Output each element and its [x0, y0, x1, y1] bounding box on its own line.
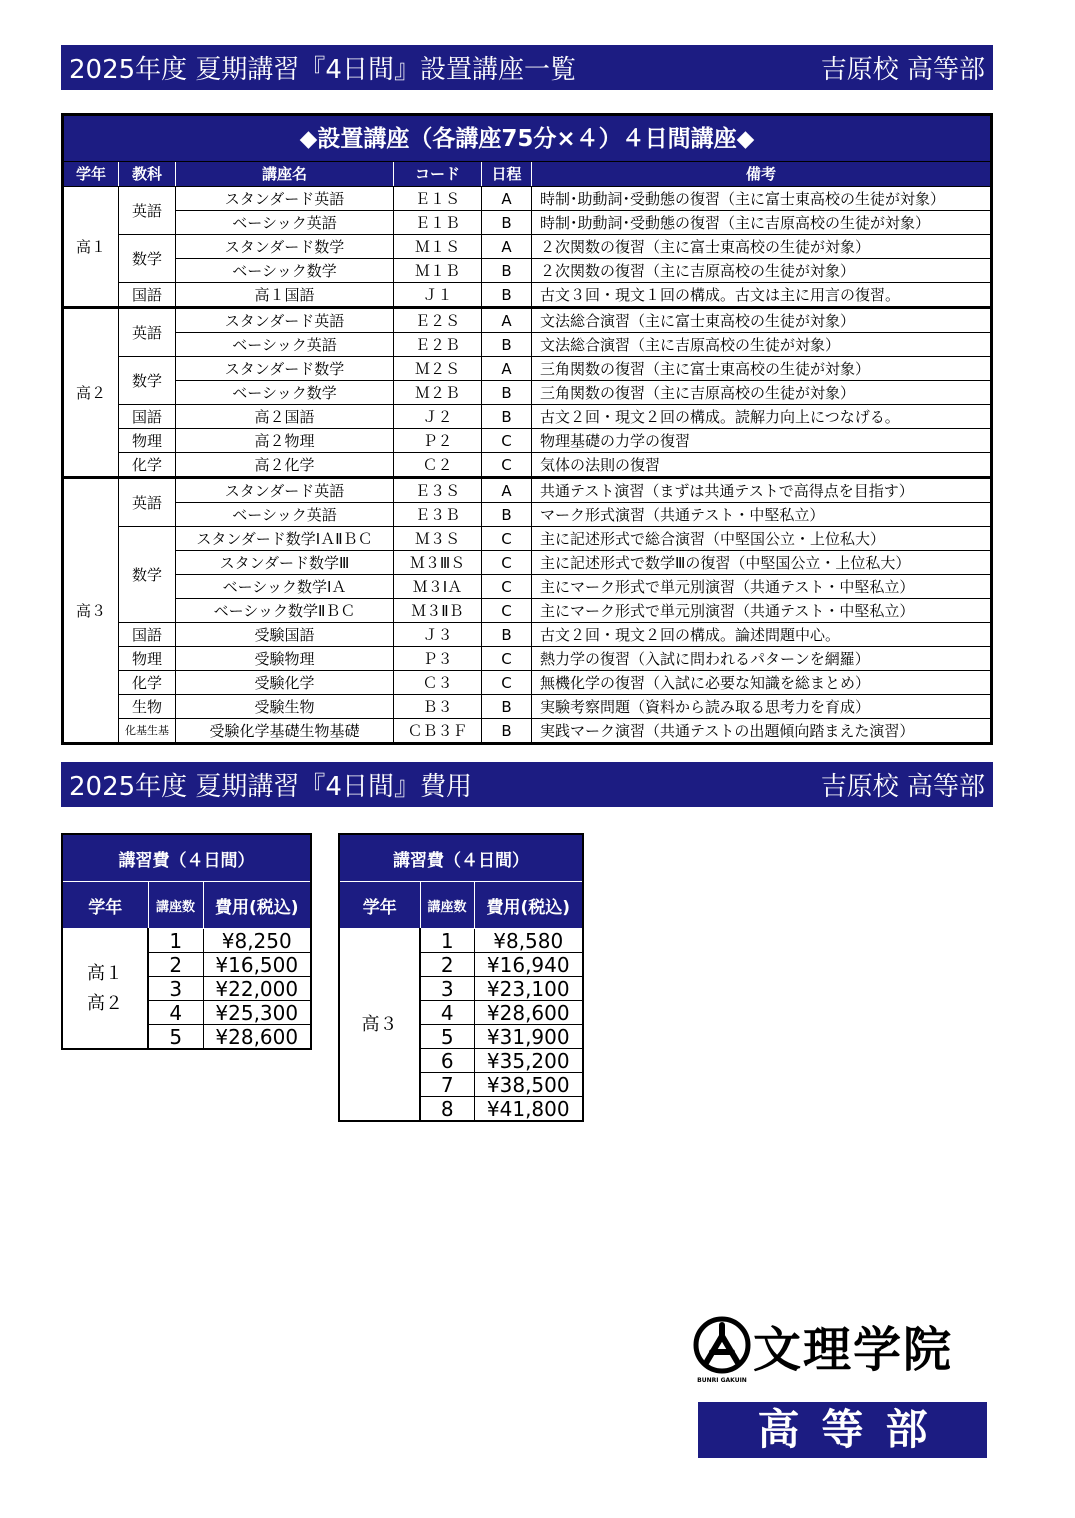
grade-cell: 高２ [63, 308, 119, 478]
notes-cell: 熱力学の復習（入試に問われるパターンを網羅） [532, 647, 992, 671]
course-row [63, 429, 992, 453]
course-code-cell: Ｍ３ⅡＢ [394, 599, 482, 623]
subject-cell: 国語 [119, 283, 176, 308]
notes-cell: 文法総合演習（主に富士東高校の生徒が対象） [532, 308, 992, 333]
schedule-cell: A [482, 308, 532, 333]
course-code-cell: Ｍ３Ｓ [394, 527, 482, 551]
fee-price-cell: ¥28,600 [474, 1001, 583, 1025]
course-code-cell: Ｍ２Ｓ [394, 357, 482, 381]
fee-grade-cell [339, 929, 420, 1122]
grade-cell: 高３ [63, 478, 119, 744]
subject-cell: 国語 [119, 405, 176, 429]
fee-column-price: 費用(税込) [474, 882, 583, 929]
course-row [63, 308, 992, 333]
fee-price-cell: ¥28,600 [203, 1025, 311, 1050]
column-header-subject: 教科 [119, 162, 176, 187]
fee-column-price: 費用(税込) [203, 882, 311, 929]
fee-column-count: 講座数 [148, 882, 203, 929]
fee-grade-cell [62, 929, 148, 1050]
course-row [63, 333, 992, 357]
schedule-cell: C [482, 599, 532, 623]
course-name-cell: スタンダード数学ⅠＡⅡＢＣ [176, 527, 394, 551]
course-name-cell: スタンダード英語 [176, 187, 394, 211]
fee-title: 2025年度 夏期講習『4日間』費用 [69, 772, 472, 802]
column-header-course-name: 講座名 [176, 162, 394, 187]
course-table-caption: ◆設置講座（各講座75分×４）４日間講座◆ [63, 115, 992, 162]
schedule-cell: B [482, 259, 532, 283]
course-name-cell: 受験国語 [176, 623, 394, 647]
course-name-cell: ベーシック数学 [176, 381, 394, 405]
course-code-cell: Ｅ１Ｂ [394, 211, 482, 235]
schedule-title: 2025年度 夏期講習『4日間』設置講座一覧 [69, 55, 576, 85]
course-row [63, 211, 992, 235]
course-row [63, 527, 992, 551]
course-code-cell: Ｍ１Ｓ [394, 235, 482, 259]
bunri-logo-mark-icon [693, 1316, 751, 1384]
course-count-cell: 7 [420, 1073, 474, 1097]
schedule-cell: B [482, 405, 532, 429]
course-code-cell: Ｅ１Ｓ [394, 187, 482, 211]
notes-cell: 共通テスト演習（まずは共通テストで高得点を目指す） [532, 478, 992, 503]
subject-cell: 数学 [119, 235, 176, 283]
fee-row [339, 929, 583, 953]
course-code-cell: Ｊ３ [394, 623, 482, 647]
subject-cell: 英語 [119, 478, 176, 527]
schedule-cell: C [482, 429, 532, 453]
logo-school-name: 文理学院 [753, 1322, 954, 1378]
course-code-cell: Ｐ２ [394, 429, 482, 453]
fee-column-count: 講座数 [420, 882, 474, 929]
course-row [63, 599, 992, 623]
course-count-cell: 1 [148, 929, 203, 953]
course-code-cell: Ｃ３ [394, 671, 482, 695]
column-header-code: コード [394, 162, 482, 187]
course-row [63, 259, 992, 283]
fee-price-cell: ¥41,800 [474, 1097, 583, 1122]
course-count-cell: 4 [420, 1001, 474, 1025]
schedule-cell: B [482, 283, 532, 308]
schedule-cell: C [482, 647, 532, 671]
course-code-cell: Ｍ３ⅢＳ [394, 551, 482, 575]
schedule-cell: C [482, 551, 532, 575]
fee-price-cell: ¥31,900 [474, 1025, 583, 1049]
course-row [63, 357, 992, 381]
course-code-cell: Ｂ３ [394, 695, 482, 719]
fee-price-cell: ¥35,200 [474, 1049, 583, 1073]
course-name-cell: スタンダード数学 [176, 235, 394, 259]
fee-price-cell: ¥8,250 [203, 929, 311, 953]
subject-cell: 英語 [119, 187, 176, 235]
course-name-cell: スタンダード英語 [176, 308, 394, 333]
notes-cell: 古文３回・現文１回の構成。古文は主に用言の復習。 [532, 283, 992, 308]
course-code-cell: ＣＢ３Ｆ [394, 719, 482, 744]
course-count-cell: 6 [420, 1049, 474, 1073]
course-name-cell: スタンダード数学 [176, 357, 394, 381]
fee-grade-label: 高２ [87, 992, 123, 1014]
course-row [63, 647, 992, 671]
course-code-cell: Ｊ１ [394, 283, 482, 308]
notes-cell: ２次関数の復習（主に吉原高校の生徒が対象） [532, 259, 992, 283]
course-table [61, 113, 993, 745]
bunri-gakuin-logo [693, 1316, 988, 1458]
course-count-cell: 5 [420, 1025, 474, 1049]
subject-cell: 物理 [119, 647, 176, 671]
notes-cell: マーク形式演習（共通テスト・中堅私立） [532, 503, 992, 527]
course-count-cell: 3 [148, 977, 203, 1001]
notes-cell: 三角関数の復習（主に吉原高校の生徒が対象） [532, 381, 992, 405]
course-name-cell: スタンダード英語 [176, 478, 394, 503]
course-name-cell: 受験化学 [176, 671, 394, 695]
course-row [63, 575, 992, 599]
school-name: 吉原校 高等部 [820, 55, 985, 85]
schedule-cell: A [482, 235, 532, 259]
fee-grade-label: 高３ [361, 1013, 398, 1035]
subject-cell: 物理 [119, 429, 176, 453]
course-count-cell: 4 [148, 1001, 203, 1025]
subject-cell: 数学 [119, 357, 176, 405]
notes-cell: 三角関数の復習（主に富士東高校の生徒が対象） [532, 357, 992, 381]
fee-table-caption: 講習費（４日間） [339, 834, 583, 882]
notes-cell: ２次関数の復習（主に富士東高校の生徒が対象） [532, 235, 992, 259]
fee-price-cell: ¥16,500 [203, 953, 311, 977]
course-name-cell: ベーシック英語 [176, 503, 394, 527]
course-code-cell: Ｅ２Ｂ [394, 333, 482, 357]
fee-column-grade: 学年 [62, 882, 148, 929]
fee-table-grade-1-2 [61, 833, 312, 1050]
subject-cell: 生物 [119, 695, 176, 719]
course-code-cell: Ｍ１Ｂ [394, 259, 482, 283]
fee-price-cell: ¥38,500 [474, 1073, 583, 1097]
fee-price-cell: ¥8,580 [474, 929, 583, 953]
course-code-cell: Ｃ２ [394, 453, 482, 478]
course-code-cell: Ｍ２Ｂ [394, 381, 482, 405]
notes-cell: 実験考察問題（資料から読み取る思考力を育成） [532, 695, 992, 719]
course-code-cell: Ｊ２ [394, 405, 482, 429]
fee-table-caption: 講習費（４日間） [62, 834, 311, 882]
fee-column-grade: 学年 [339, 882, 420, 929]
course-count-cell: 8 [420, 1097, 474, 1122]
fee-price-cell: ¥22,000 [203, 977, 311, 1001]
course-name-cell: ベーシック数学ⅡＢＣ [176, 599, 394, 623]
course-count-cell: 1 [420, 929, 474, 953]
fee-price-cell: ¥23,100 [474, 977, 583, 1001]
notes-cell: 主に記述形式で総合演習（中堅国公立・上位私大） [532, 527, 992, 551]
fee-title-banner [61, 762, 993, 807]
course-name-cell: 高２物理 [176, 429, 394, 453]
notes-cell: 主にマーク形式で単元別演習（共通テスト・中堅私立） [532, 599, 992, 623]
course-row [63, 695, 992, 719]
schedule-cell: B [482, 623, 532, 647]
notes-cell: 時制･助動詞･受動態の復習（主に富士東高校の生徒が対象） [532, 187, 992, 211]
subject-cell: 化学 [119, 453, 176, 478]
schedule-cell: B [482, 333, 532, 357]
notes-cell: 古文２回・現文２回の構成。読解力向上につなげる。 [532, 405, 992, 429]
course-name-cell: 受験生物 [176, 695, 394, 719]
notes-cell: 時制･助動詞･受動態の復習（主に吉原高校の生徒が対象） [532, 211, 992, 235]
course-code-cell: Ｅ３Ｂ [394, 503, 482, 527]
fee-grade-label: 高１ [87, 962, 123, 984]
subject-cell: 英語 [119, 308, 176, 357]
course-row [63, 503, 992, 527]
schedule-cell: B [482, 211, 532, 235]
notes-cell: 物理基礎の力学の復習 [532, 429, 992, 453]
course-count-cell: 3 [420, 977, 474, 1001]
course-row [63, 623, 992, 647]
subject-cell: 数学 [119, 527, 176, 623]
column-header-notes: 備考 [532, 162, 992, 187]
course-name-cell: 高２国語 [176, 405, 394, 429]
fee-price-cell: ¥25,300 [203, 1001, 311, 1025]
course-count-cell: 5 [148, 1025, 203, 1050]
schedule-cell: B [482, 381, 532, 405]
schedule-cell: A [482, 478, 532, 503]
schedule-cell: C [482, 453, 532, 478]
schedule-cell: B [482, 695, 532, 719]
fee-school-name: 吉原校 高等部 [820, 772, 985, 802]
course-code-cell: Ｅ３Ｓ [394, 478, 482, 503]
subject-cell: 化学 [119, 671, 176, 695]
course-code-cell: Ｍ３ⅠＡ [394, 575, 482, 599]
course-row [63, 405, 992, 429]
schedule-cell: A [482, 357, 532, 381]
subject-cell: 化基生基 [119, 719, 176, 744]
schedule-cell: B [482, 503, 532, 527]
course-name-cell: ベーシック英語 [176, 211, 394, 235]
schedule-cell: C [482, 527, 532, 551]
course-row [63, 235, 992, 259]
course-row [63, 283, 992, 308]
notes-cell: 主に記述形式で数学Ⅲの復習（中堅国公立・上位私大） [532, 551, 992, 575]
grade-cell: 高１ [63, 187, 119, 308]
schedule-title-banner [61, 45, 993, 90]
column-header-grade: 学年 [63, 162, 119, 187]
course-row [63, 381, 992, 405]
schedule-cell: C [482, 575, 532, 599]
schedule-cell: B [482, 719, 532, 744]
course-name-cell: スタンダード数学Ⅲ [176, 551, 394, 575]
notes-cell: 実践マーク演習（共通テストの出題傾向踏まえた演習） [532, 719, 992, 744]
course-row [63, 671, 992, 695]
course-name-cell: 高２化学 [176, 453, 394, 478]
notes-cell: 無機化学の復習（入試に必要な知識を総まとめ） [532, 671, 992, 695]
notes-cell: 主にマーク形式で単元別演習（共通テスト・中堅私立） [532, 575, 992, 599]
course-count-cell: 2 [148, 953, 203, 977]
course-row [63, 187, 992, 211]
course-name-cell: 受験物理 [176, 647, 394, 671]
course-code-cell: Ｐ３ [394, 647, 482, 671]
course-row [63, 453, 992, 478]
course-count-cell: 2 [420, 953, 474, 977]
course-row [63, 719, 992, 744]
logo-division: 高等部 [698, 1402, 987, 1458]
schedule-cell: C [482, 671, 532, 695]
schedule-cell: A [482, 187, 532, 211]
fee-table-grade-3 [338, 833, 584, 1122]
fee-price-cell: ¥16,940 [474, 953, 583, 977]
notes-cell: 古文２回・現文２回の構成。論述問題中心。 [532, 623, 992, 647]
subject-cell: 国語 [119, 623, 176, 647]
course-name-cell: ベーシック数学 [176, 259, 394, 283]
notes-cell: 文法総合演習（主に吉原高校の生徒が対象） [532, 333, 992, 357]
course-row [63, 478, 992, 503]
course-code-cell: Ｅ２Ｓ [394, 308, 482, 333]
fee-row [62, 929, 311, 953]
course-name-cell: ベーシック英語 [176, 333, 394, 357]
course-row [63, 551, 992, 575]
logo-mark-text: BUNRI GAKUIN [697, 1377, 747, 1384]
notes-cell: 気体の法則の復習 [532, 453, 992, 478]
course-name-cell: 受験化学基礎生物基礎 [176, 719, 394, 744]
course-name-cell: ベーシック数学ⅠＡ [176, 575, 394, 599]
course-name-cell: 高１国語 [176, 283, 394, 308]
column-header-schedule: 日程 [482, 162, 532, 187]
